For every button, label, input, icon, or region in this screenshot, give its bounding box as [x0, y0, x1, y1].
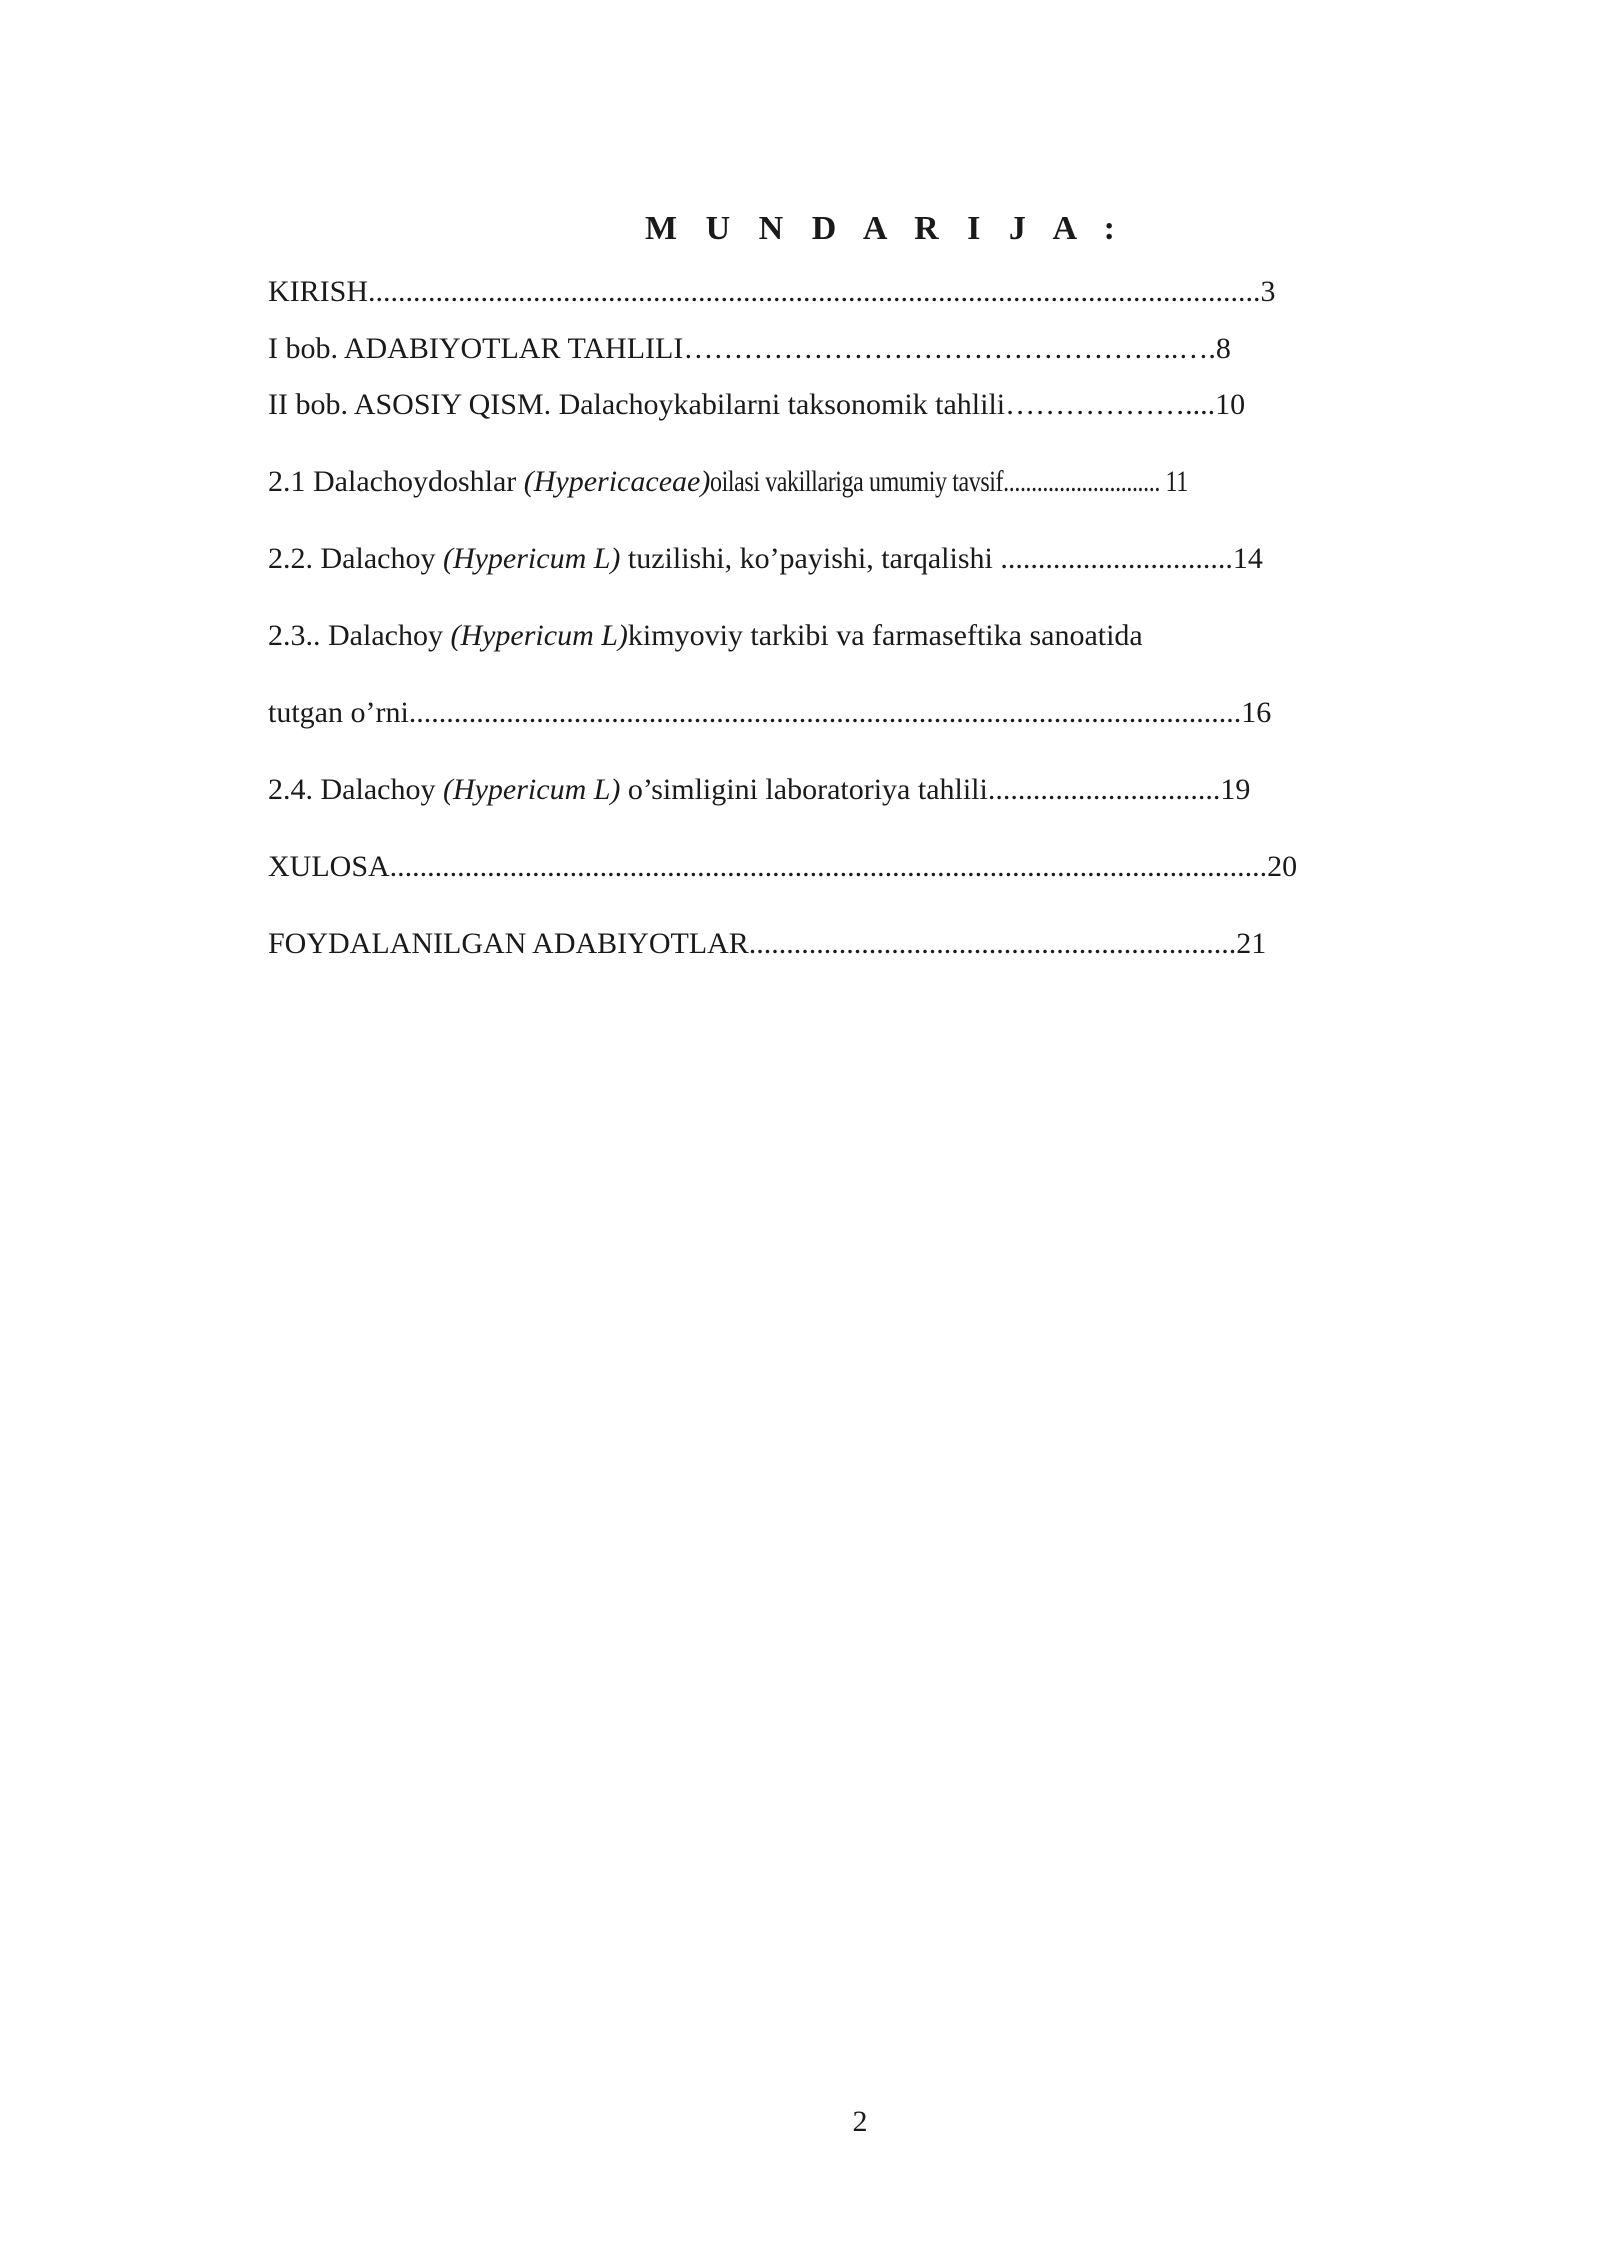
toc-entry-text: 2.3.. Dalachoy: [268, 619, 451, 652]
toc-entry-kirish: KIRISH.......................................................................................................................3: [268, 275, 1276, 308]
toc-entry-text: o’simligini laboratoriya tahlili...............................19: [620, 773, 1251, 806]
toc-title: M U N D A R I J A :: [645, 210, 1125, 247]
page-number: 2: [852, 2105, 868, 2138]
toc-entry-text: oilasi vakillariga umumiy tavsif............................ 11: [710, 465, 1189, 498]
toc-entry-text: kimyoviy tarkibi va farmaseftika sanoatida: [627, 619, 1143, 652]
toc-entry-2-4: [268, 772, 1250, 808]
toc-entry-text: tuzilishi, ko’payishi, tarqalishi ...............................14: [620, 542, 1263, 575]
toc-entry-chapter-2: II bob. ASOSIY QISM. Dalachoykabilarni taksonomik tahlili………………....10: [268, 388, 1246, 421]
toc-entry-2-3-continued: tutgan o’rni...............................................................................................................16: [268, 696, 1272, 729]
toc-entry-text: 2.2. Dalachoy: [268, 542, 443, 575]
toc-entry-2-1: [268, 464, 1308, 500]
scientific-name: (Hypericum L): [442, 542, 621, 575]
scientific-name: (Hypericaceae): [523, 465, 711, 498]
toc-entry-2-3: [268, 618, 1143, 654]
toc-entry-2-2: [268, 541, 1263, 577]
toc-entry-text: 2.1 Dalachoydoshlar: [268, 465, 524, 498]
toc-entry-xulosa: XULOSA.....................................................................................................................20: [268, 850, 1298, 883]
toc-entry-text: 2.4. Dalachoy: [268, 773, 443, 806]
scientific-name: (Hypericum L): [442, 773, 621, 806]
toc-entry-chapter-1: I bob. ADABIYOTLAR TAHLILI…………………………………………..….8: [268, 332, 1231, 365]
scientific-name: (Hypericum L): [450, 619, 628, 652]
toc-entry-references: FOYDALANILGAN ADABIYOTLAR.................................................................21: [268, 927, 1267, 960]
